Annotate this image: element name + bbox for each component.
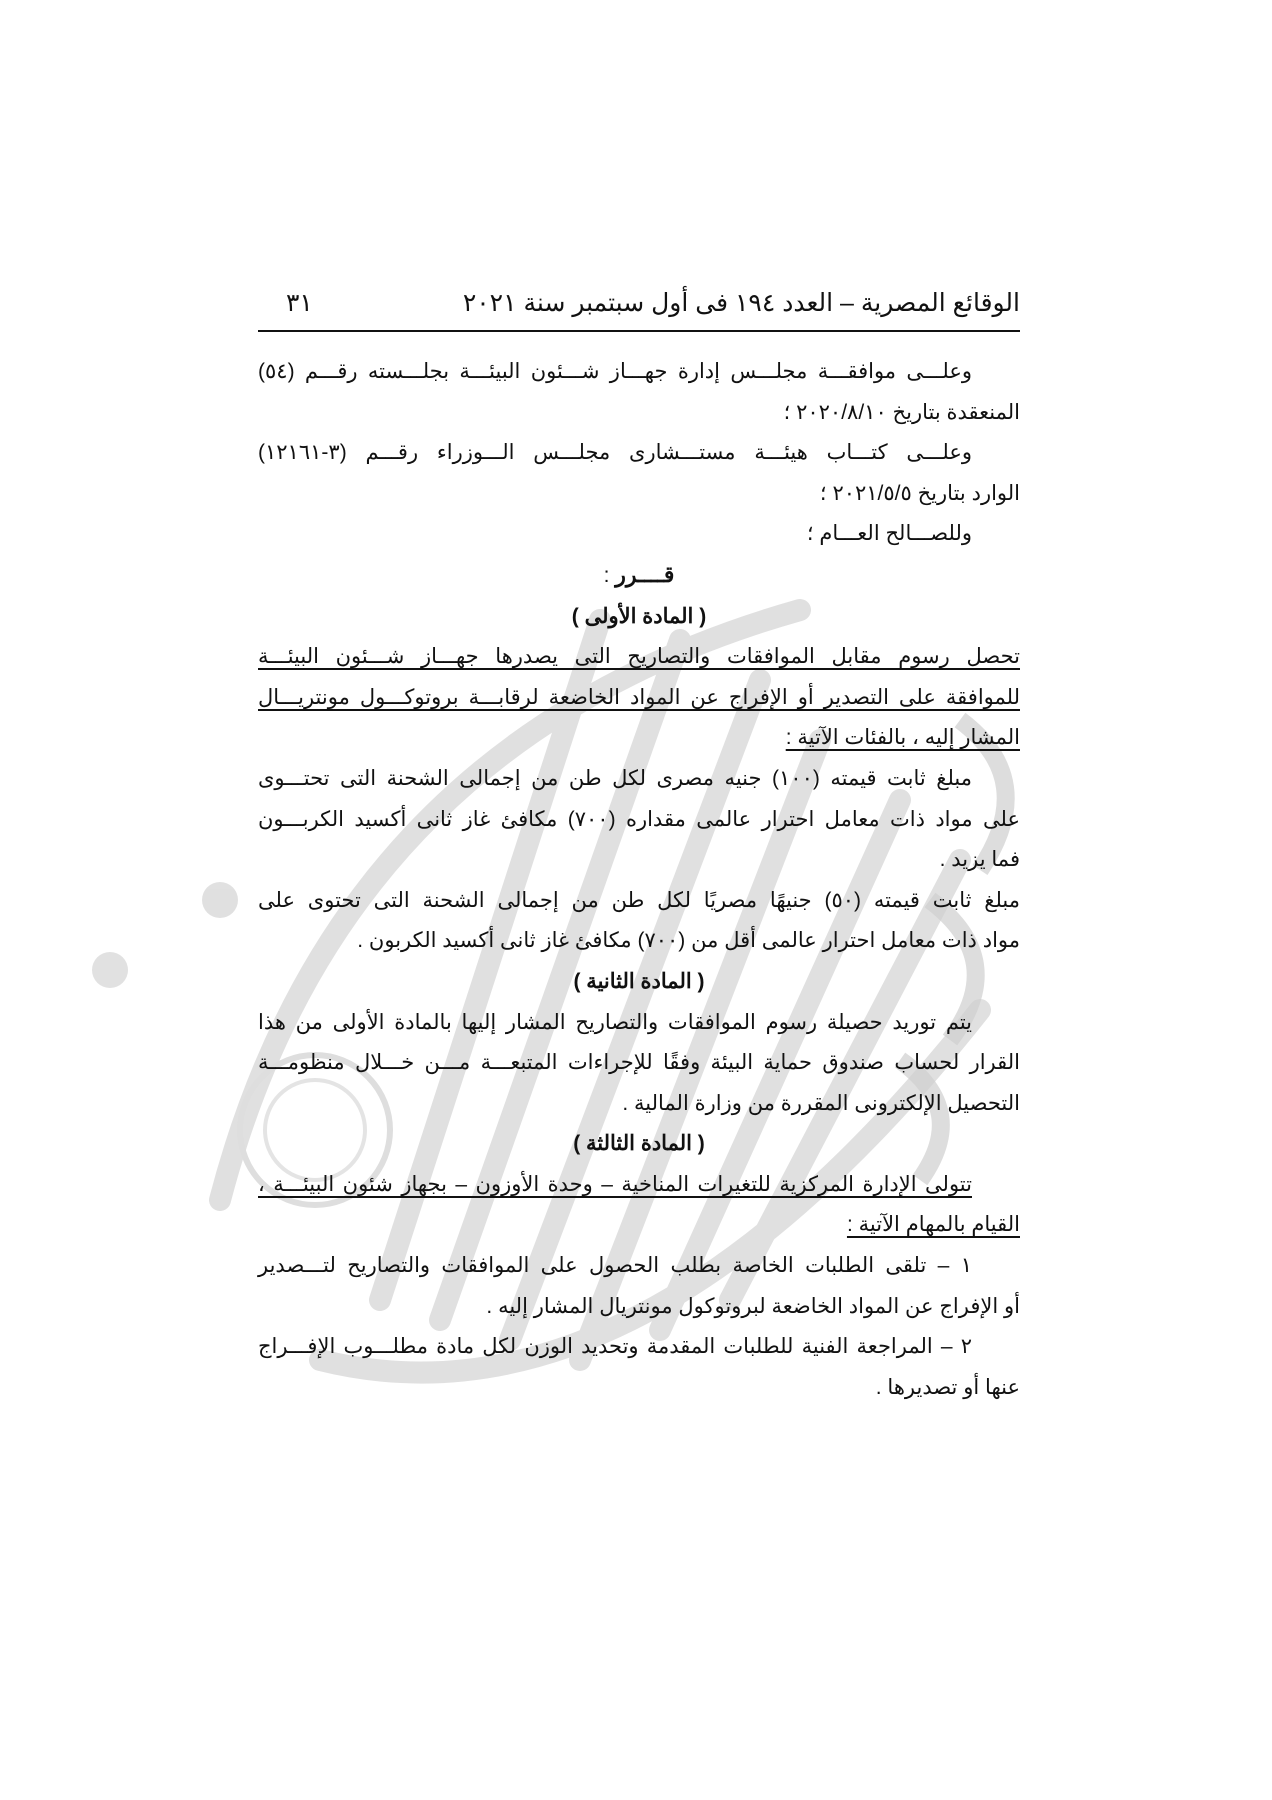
page-number: ٣١ bbox=[286, 289, 313, 317]
decree-heading bbox=[258, 555, 1020, 597]
preamble-paragraph: وعلـــى كتـــاب هيئـــة مستـــشارى مجلـــس الـــوزراء رقـــم (٣-١٢١٦١) bbox=[258, 441, 972, 465]
article-3-heading: ( المادة الثالثة ) bbox=[573, 1132, 705, 1156]
article-1-heading: ( المادة الأولى ) bbox=[571, 604, 707, 628]
document-body bbox=[258, 352, 1020, 1408]
article-3-item: ٢ – المراجعة الفنية للطلبات المقدمة وتحديد الوزن لكل مادة مطلـــوب الإفـــراج bbox=[258, 1335, 972, 1359]
article-1-text: للموافقة على التصدير أو الإفراج عن المواد الخاضعة لرقابـــة بروتوكـــول مونتريـــال bbox=[258, 685, 1020, 709]
article-3-item: أو الإفراج عن المواد الخاضعة لبروتوكول مونتريال المشار إليه . bbox=[486, 1294, 1020, 1318]
article-1-text: المشار إليه ، بالفئات الآتية : bbox=[785, 726, 1020, 750]
preamble-paragraph-cont: المنعقدة بتاريخ ٢٠٢٠/٨/١٠ ؛ bbox=[783, 400, 1020, 424]
article-2-heading: ( المادة الثانية ) bbox=[573, 969, 705, 993]
gazette-page bbox=[258, 288, 1020, 1408]
article-2-text: القرار لحساب صندوق حماية البيئة وفقًا للإجراءات المتبعـــة مـــن خـــلال منظومـــة bbox=[258, 1051, 1020, 1075]
article-2-text: يتم توريد حصيلة رسوم الموافقات والتصاريح المشار إليها بالمادة الأولى من هذا bbox=[258, 1010, 972, 1034]
preamble-paragraph: وللصـــالح العـــام ؛ bbox=[806, 522, 972, 546]
article-1-item: مواد ذات معامل احترار عالمى أقل من (٧٠٠) مكافئ غاز ثانى أكسيد الكربون . bbox=[357, 929, 1020, 953]
watermark-dot bbox=[202, 882, 238, 918]
watermark-dot bbox=[92, 952, 128, 988]
page-header bbox=[258, 288, 1020, 332]
article-1-item: مبلغ ثابت قيمته (٥٠) جنيهًا مصريًا لكل طن من إجمالى الشحنة التى تحتوى على bbox=[258, 888, 1021, 912]
article-3-item: عنها أو تصديرها . bbox=[875, 1375, 1020, 1399]
preamble-paragraph-cont: الوارد بتاريخ ٢٠٢١/٥/٥ ؛ bbox=[819, 481, 1020, 505]
article-1-text: تحصل رسوم مقابل الموافقات والتصاريح التى يصدرها جهـــاز شـــئون البيئـــة bbox=[258, 645, 1020, 669]
decree-word: قــــرر bbox=[615, 561, 675, 587]
article-3-text: القيام بالمهام الآتية : bbox=[846, 1213, 1020, 1237]
gazette-title: الوقائع المصرية – العدد ١٩٤ فى أول سبتمبر سنة ٢٠٢١ bbox=[462, 289, 1020, 317]
article-1-item: مبلغ ثابت قيمته (١٠٠) جنيه مصرى لكل طن من إجمالى الشحنة التى تحتـــوى bbox=[258, 766, 973, 790]
preamble-paragraph: وعلـــى موافقـــة مجلـــس إدارة جهـــاز شـــئون البيئـــة بجلـــسته رقـــم (٥٤) bbox=[258, 360, 972, 383]
article-1-item: على مواد ذات معامل احترار عالمى مقداره (٧٠٠) مكافئ غاز ثانى أكسيد الكربـــون bbox=[258, 807, 1020, 831]
article-1-item: فما يزيد . bbox=[939, 848, 1020, 872]
article-3-text: تتولى الإدارة المركزية للتغيرات المناخية – وحدة الأوزون – بجهاز شئون البيئـــة ، bbox=[258, 1172, 972, 1196]
article-3-item: ١ – تلقى الطلبات الخاصة بطلب الحصول على الموافقات والتصاريح لتـــصدير bbox=[258, 1254, 972, 1278]
article-2-text: التحصيل الإلكترونى المقررة من وزارة المالية . bbox=[622, 1091, 1020, 1115]
decree-colon: : bbox=[603, 563, 616, 587]
